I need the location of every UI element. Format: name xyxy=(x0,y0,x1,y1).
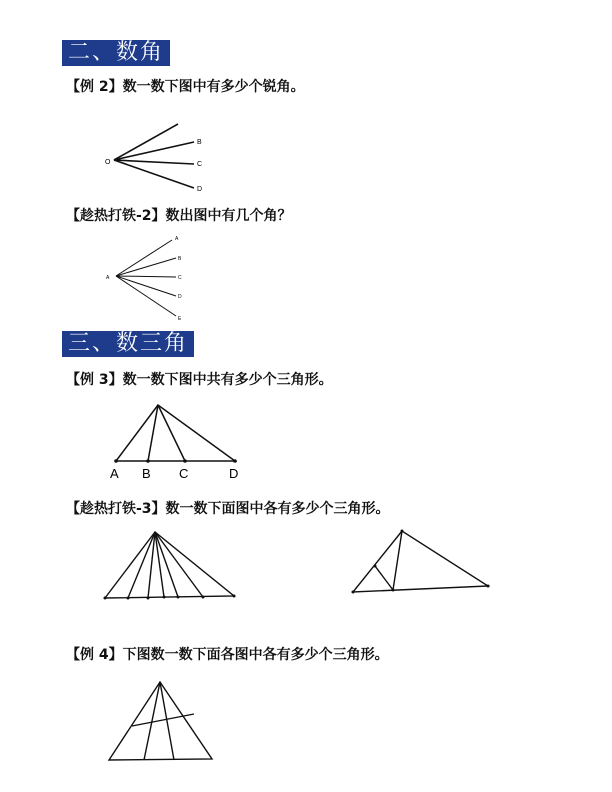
practice-3-triangle-fan-figure xyxy=(100,528,240,604)
label-a-vertex: A xyxy=(106,275,110,281)
label-c: C xyxy=(179,466,189,481)
label-o: O xyxy=(105,159,111,166)
label-d: D xyxy=(197,186,203,193)
label-a: A xyxy=(175,236,179,242)
label-c: C xyxy=(197,161,203,168)
practice-2-angle-figure xyxy=(100,232,200,326)
label-c: C xyxy=(178,275,182,281)
label-b: B xyxy=(178,256,182,262)
practice-3-prompt: 【趁热打铁-3】数一数下面图中各有多少个三角形。 xyxy=(66,501,390,517)
example-3-triangle-figure xyxy=(105,400,250,482)
example-4-triangle-figure xyxy=(102,676,222,766)
example-2-angle-figure xyxy=(100,118,230,198)
section-header-count-triangles: 三、数三角 xyxy=(62,331,194,357)
label-e: E xyxy=(178,316,182,322)
label-b: B xyxy=(197,139,202,146)
practice-3-scalene-triangle-figure xyxy=(345,526,495,598)
example-3-prompt: 【例 3】数一数下图中共有多少个三角形。 xyxy=(66,372,333,388)
label-d: D xyxy=(229,466,239,481)
practice-2-prompt: 【趁热打铁-2】数出图中有几个角？ xyxy=(66,208,292,224)
label-a: A xyxy=(110,466,119,481)
example-4-prompt: 【例 4】下图数一数下面各图中各有多少个三角形。 xyxy=(66,647,389,663)
section-header-count-angles: 二、数角 xyxy=(62,40,170,66)
label-b: B xyxy=(142,466,151,481)
example-2-prompt: 【例 2】数一数下图中有多少个锐角。 xyxy=(66,79,305,95)
label-d: D xyxy=(178,294,182,300)
